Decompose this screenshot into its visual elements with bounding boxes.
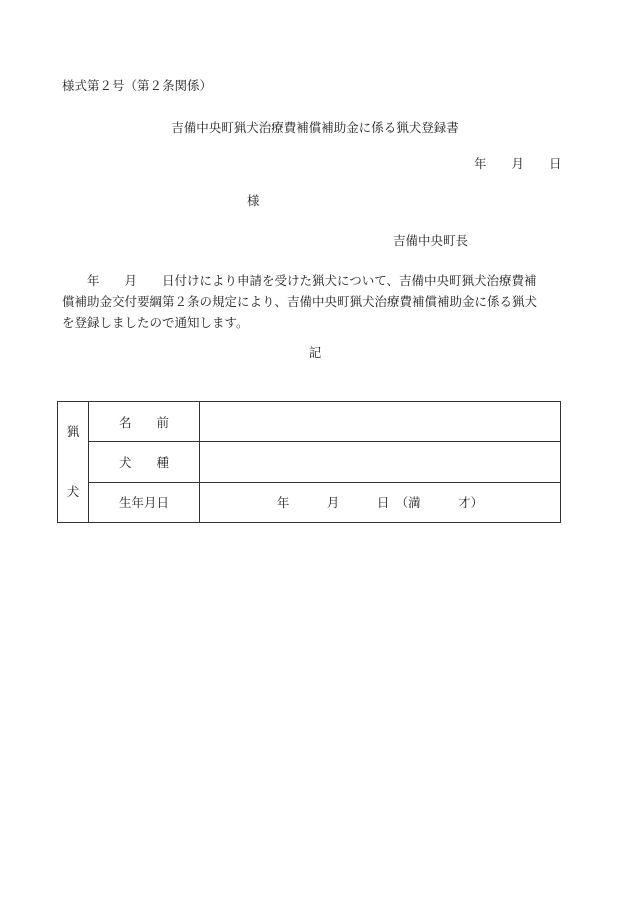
row-label-birthdate: 生年月日 [89,482,200,522]
date-line: 年 月 日 [474,156,562,171]
note-heading: 記 [308,345,322,360]
row-label-name: 名 前 [89,402,200,442]
form-number: 様式第２号（第２条関係） [62,78,213,93]
body-text [62,270,566,333]
row-value-breed [200,442,561,482]
table-row [58,442,561,482]
table-row [58,402,561,442]
addressee: 様 [247,193,260,208]
body-line: 年 月 日付けにより申請を受けた猟犬について、吉備中央町猟犬治療費補 [62,273,537,288]
row-value-birthdate: 年 月 日 （満 才） [200,482,561,522]
body-line: 償補助金交付要綱第２条の規定により、吉備中央町猟犬治療費補償補助金に係る猟犬 [62,294,538,309]
row-label-breed: 犬 種 [89,442,200,482]
table-row [58,482,561,522]
side-label-dog [58,402,89,523]
document-title: 吉備中央町猟犬治療費補償補助金に係る猟犬登録書 [171,120,459,135]
issuer: 吉備中央町長 [393,233,469,248]
dog-registration-table [57,401,561,523]
row-value-name [200,402,561,442]
side-label-bottom: 犬 [66,484,80,499]
body-line: を登録しましたので通知します。 [62,315,249,330]
side-label-top: 猟 [66,424,80,439]
